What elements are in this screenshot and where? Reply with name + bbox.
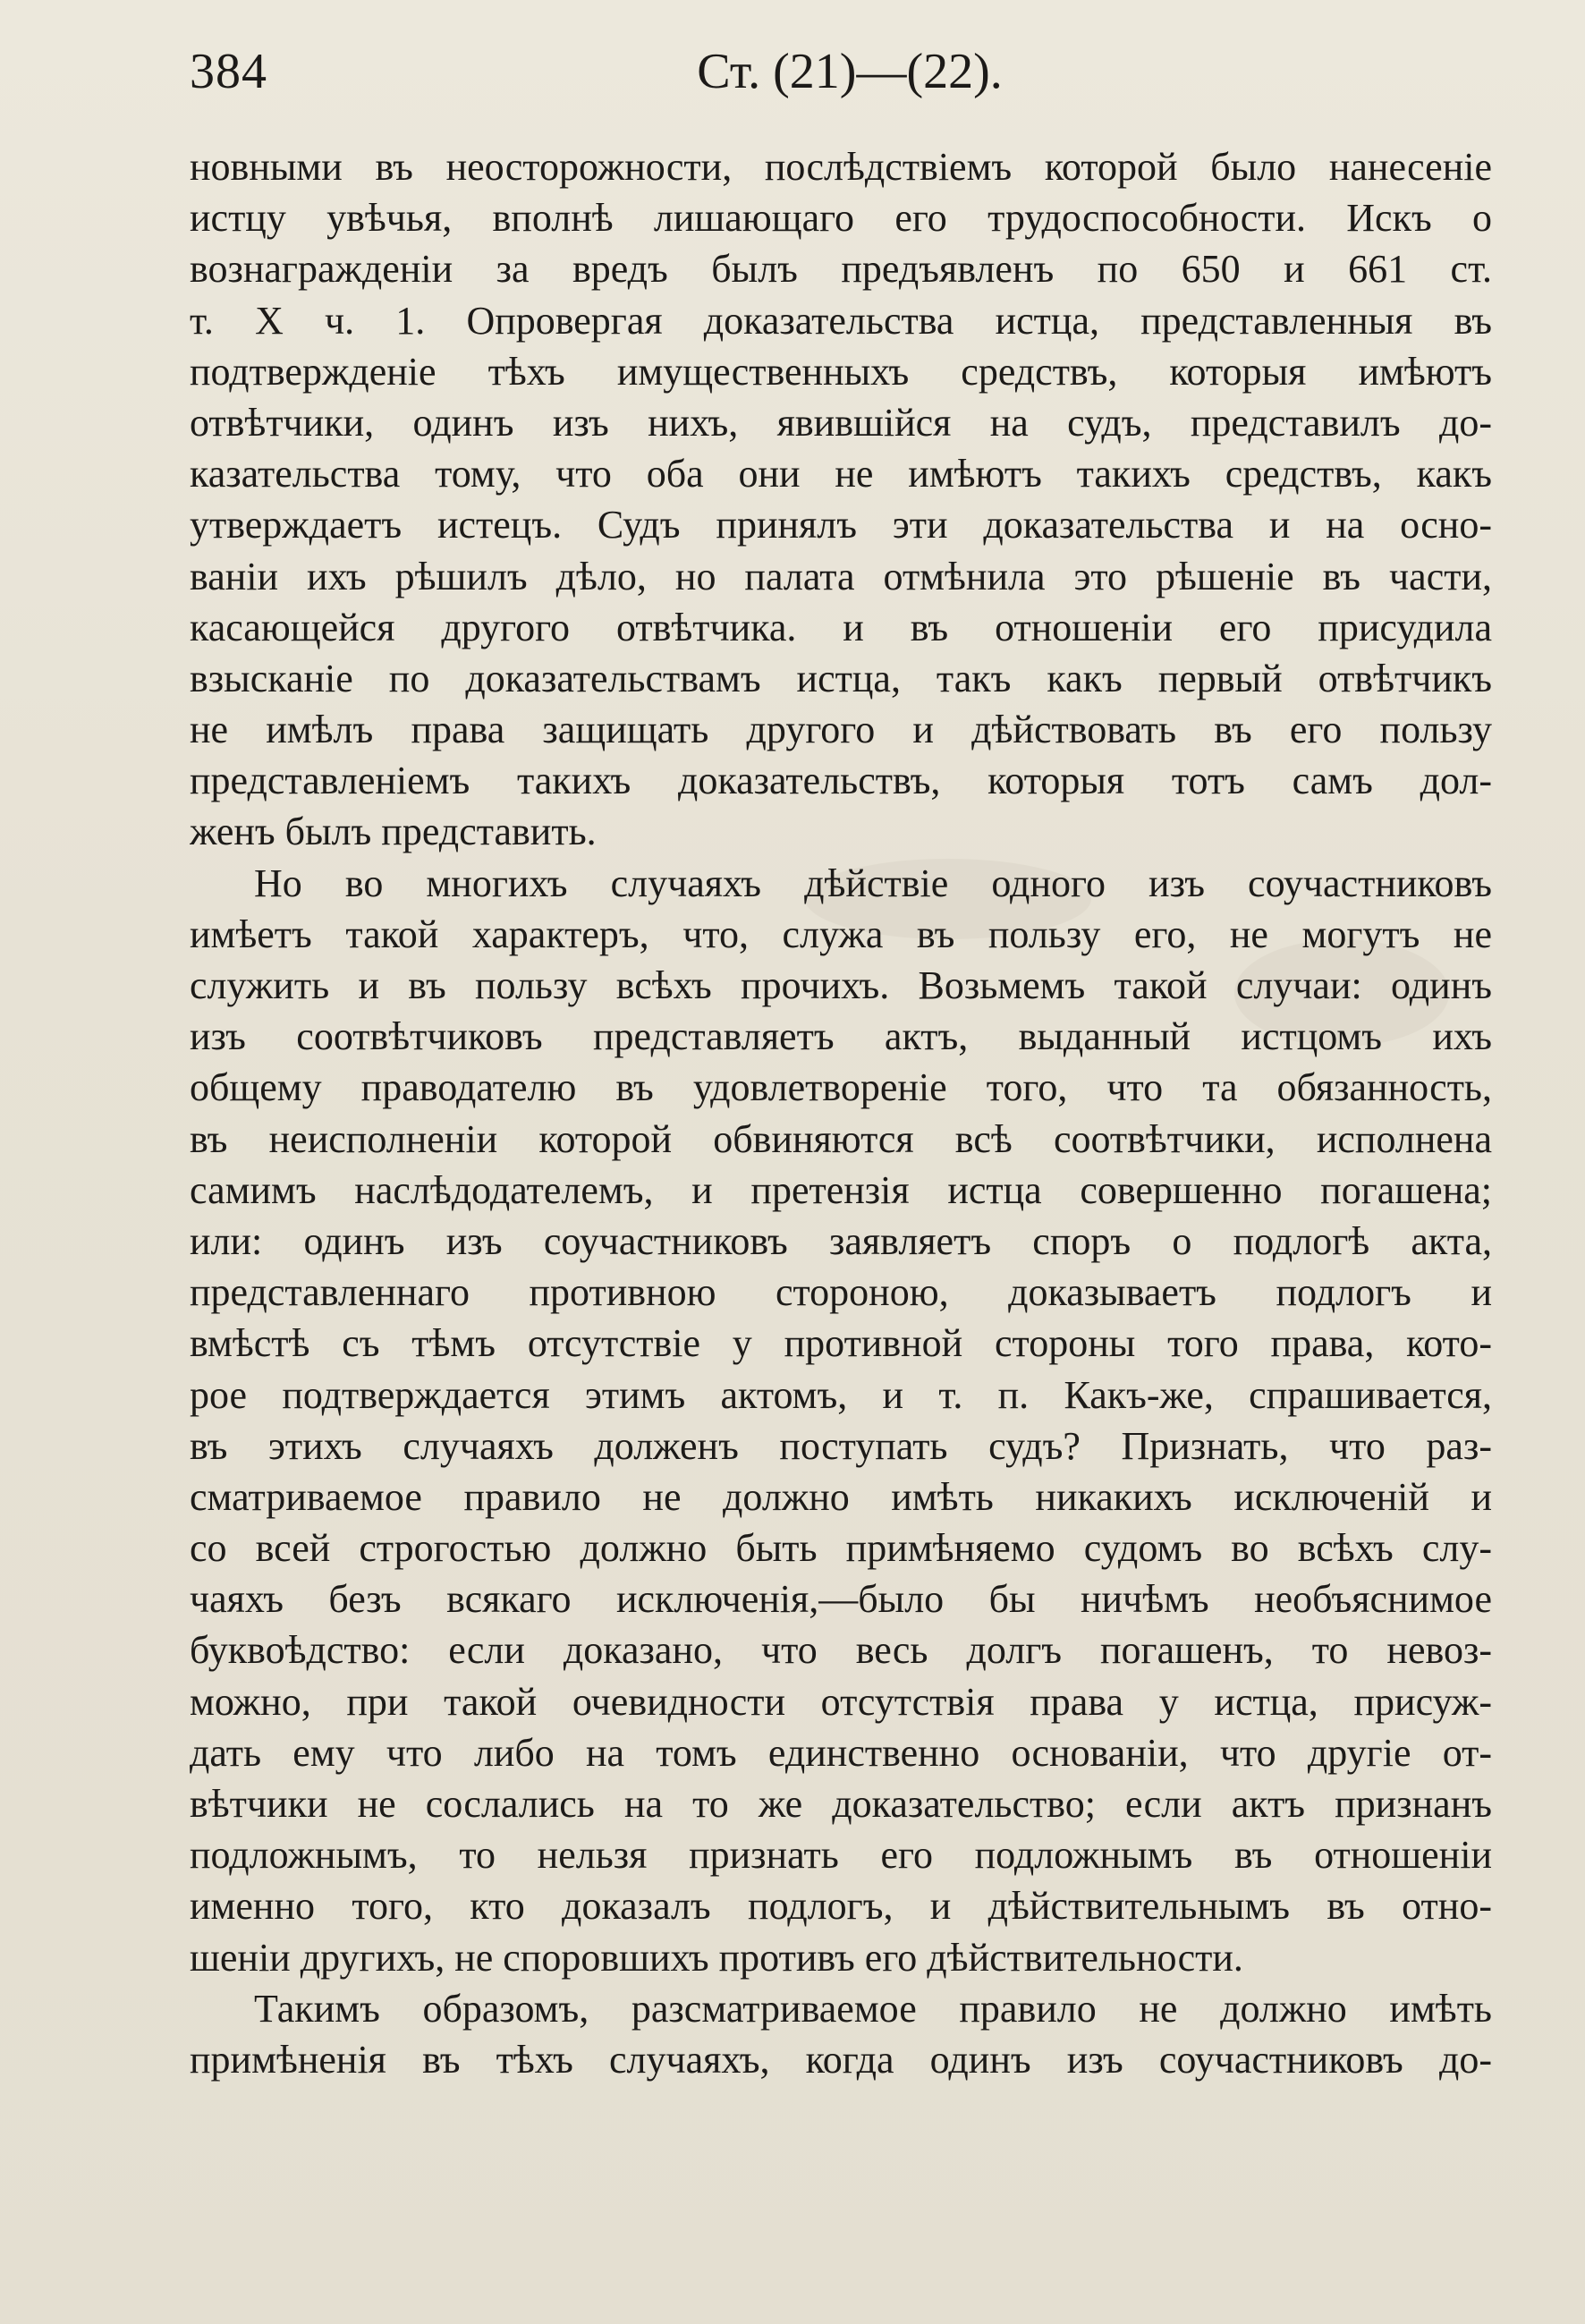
text-line: касающейся другого отвѣтчика. и въ отношеніи его присудила [190, 605, 1492, 649]
page-header [190, 36, 1492, 107]
paragraph [190, 858, 1492, 1983]
text-line: самимъ наслѣдодателемъ, и претензія истца совершенно погашена; [190, 1167, 1492, 1212]
text-line: дать ему что либо на томъ единственно основаніи, что другіе от- [190, 1730, 1492, 1775]
text-line: Такимъ образомъ, разсматриваемое правило не должно имѣть [254, 1986, 1492, 2031]
text-line: подтвержденіе тѣхъ имущественныхъ средствъ, которыя имѣютъ [190, 349, 1492, 394]
text-line: истцу увѣчья, вполнѣ лишающаго его трудоспособности. Искъ о [190, 196, 1492, 241]
text-line: служить и въ пользу всѣхъ прочихъ. Возьмемъ такой случаи: одинъ [190, 963, 1492, 1007]
text-line: шеніи другихъ, не споровшихъ противъ его дѣйствительности. [190, 1935, 1243, 1980]
text-line: представленіемъ такихъ доказательствъ, которыя тотъ самъ дол- [190, 759, 1492, 803]
text-line: въ этихъ случаяхъ долженъ поступать судъ? Признать, что раз- [190, 1423, 1492, 1468]
text-line: можно, при такой очевидности отсутствія права у истца, присуж- [190, 1679, 1492, 1724]
paragraph [190, 141, 1492, 858]
running-head: Ст. (21)—(22). [697, 44, 1003, 99]
text-line: со всей строгостью должно быть примѣняемо судомъ во всѣхъ слу- [190, 1526, 1492, 1571]
text-line: вмѣстѣ съ тѣмъ отсутствіе у противной стороны того права, кото- [190, 1321, 1492, 1366]
text-line: казательства тому, что оба они не имѣютъ такихъ средствъ, какъ [190, 452, 1492, 496]
text-line: т. X ч. 1. Опровергая доказательства истца, представленныя въ [190, 298, 1492, 343]
text-line: буквоѣдство: если доказано, что весь долгъ погашенъ, то невоз- [190, 1628, 1492, 1673]
text-line: женъ былъ представить. [190, 810, 597, 854]
text-line: представленнаго противною стороною, доказываетъ подлогъ и [190, 1270, 1492, 1315]
text-line: вѣтчики не сослались на то же доказательство; если актъ признанъ [190, 1782, 1492, 1826]
text-line: ваніи ихъ рѣшилъ дѣло, но палата отмѣнила это рѣшеніе въ части, [190, 554, 1492, 598]
text-line: вознагражденіи за вредъ былъ предъявленъ по 650 и 661 ст. [190, 247, 1492, 292]
paragraph [190, 1983, 1492, 2085]
body-text [190, 141, 1492, 2085]
text-line: или: одинъ изъ соучастниковъ заявляетъ споръ о подлогѣ акта, [190, 1218, 1492, 1263]
text-line: общему праводателю въ удовлетвореніе того, что та обязанность, [190, 1065, 1492, 1110]
text-line: Но во многихъ случаяхъ дѣйствіе одного изъ соучастниковъ [254, 861, 1492, 905]
text-line: именно того, кто доказалъ подлогъ, и дѣйствительнымъ въ отно- [190, 1884, 1492, 1929]
text-line: имѣетъ такой характеръ, что, служа въ пользу его, не могутъ не [190, 912, 1492, 956]
text-line: рое подтверждается этимъ актомъ, и т. п. Какъ-же, спрашивается, [190, 1372, 1492, 1417]
page-number: 384 [190, 44, 267, 99]
text-line: чаяхъ безъ всякаго исключенія,—было бы ничѣмъ необъяснимое [190, 1577, 1492, 1622]
text-line: подложнымъ, то нельзя признать его подложнымъ въ отношеніи [190, 1833, 1492, 1878]
text-line: изъ соотвѣтчиковъ представляетъ актъ, выданный истцомъ ихъ [190, 1014, 1492, 1059]
text-line: примѣненія въ тѣхъ случаяхъ, когда одинъ изъ соучастниковъ до- [190, 2037, 1492, 2082]
text-line: новными въ неосторожности, послѣдствіемъ которой было нанесеніе [190, 145, 1492, 189]
text-line: утверждаетъ истецъ. Судъ принялъ эти доказательства и на осно- [190, 503, 1492, 547]
text-line: въ неисполненіи которой обвиняются всѣ соотвѣтчики, исполнена [190, 1116, 1492, 1161]
text-line: не имѣлъ права защищать другого и дѣйствовать въ его пользу [190, 708, 1492, 752]
text-line: взысканіе по доказательствамъ истца, такъ какъ первый отвѣтчикъ [190, 656, 1492, 700]
text-line: сматриваемое правило не должно имѣть никакихъ исключеній и [190, 1474, 1492, 1519]
text-line: отвѣтчики, одинъ изъ нихъ, явившійся на судъ, представилъ до- [190, 400, 1492, 445]
